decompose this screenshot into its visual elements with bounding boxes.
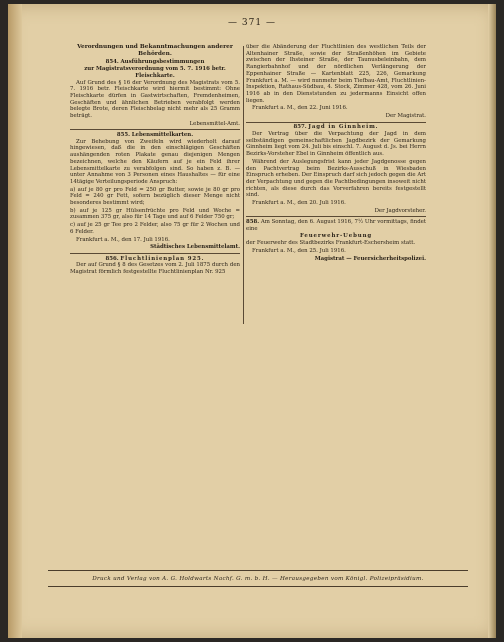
entry-number: 858. bbox=[246, 219, 260, 226]
divider bbox=[70, 253, 240, 254]
entry-number: 857. bbox=[293, 124, 307, 131]
divider bbox=[246, 216, 426, 217]
divider bbox=[246, 122, 426, 123]
entry-signature: Der Magistrat. bbox=[385, 113, 426, 120]
entry-date: Frankfurt a. M., den 22. Juni 1916. bbox=[252, 105, 348, 112]
entry-date: Frankfurt a. M., den 25. Juli 1916. bbox=[252, 247, 346, 254]
footer-rule-top bbox=[48, 570, 468, 571]
entry-body: Der Vertrag über die Verpachtung der Jagd in dem selbständigen gemeinschaftlichen Jagdbezirk der Gemarkung Ginnheim liegt vom 24. Juli bis einschl. 7. August d. Js. bei Herrn Bezirks-Vorsteher Ebel in Ginnheim öffentlich aus. bbox=[246, 131, 426, 158]
entry-body: der Feuerwehr des Stadtbezirks Frankfurt-Eschersheim statt. bbox=[246, 240, 416, 247]
page-number: — 371 — bbox=[228, 18, 276, 28]
entry-lead: Am Sonntag, den 6. August 1916, 7½ Uhr vormittags, findet eine bbox=[246, 219, 427, 232]
entry-body: Der auf Grund § 8 des Gesetzes vom 2. Juli 1875 durch den Magistrat förmlich festgestellte Fluchtlinienplan Nr. 925 bbox=[70, 262, 240, 275]
left-column bbox=[70, 44, 240, 277]
entry-continuation: über die Abänderung der Fluchtlinien des westlichen Teils der Altenhainer Straße, sowie der Straßenhöhen im Gebiete zwischen der Ihsteiner Straße, der Taunusbeleinbahn, dem Rangierbahnhof und der nördlichen Verlängerung der Eppenhainer Straße — Kartenblatt 225, 226, Gemarkung Frankfurt a. M. — wird nunmehr beim Tiefbau-Amt, Fluchtlinien-Inspektion, Rathaus-Südbau, 4. Stock, Zimmer 428, vom 26. Juni 1916 ab in den Dienststunden zu jedermanns Einsicht offen liegen. bbox=[246, 44, 426, 104]
entry-date: Frankfurt a. M., den 17. Juli 1916. bbox=[76, 236, 170, 243]
entry-854 bbox=[70, 59, 240, 127]
entry-855 bbox=[70, 132, 240, 251]
entry-number: 856. bbox=[105, 255, 119, 262]
entry-body-2: Während der Auslegungsfrist kann jeder Jagdgenosse gegen den Pachtvertrag beim Bezirks-Ausschuß in Wiesbaden Einspruch erheben. Der Einspruch darf sich jedoch gegen die Art der Verpachtung und gegen die Pachtbedingungen insoweit nicht richten, als diese durch das Vorverfahren bereits festgestellt sind. bbox=[246, 158, 426, 199]
imprint-footer: Druck und Verlag von A. G. Holdwarts Nachf. G. m. b. H. — Herausgegeben vom Königl. Polizeipräsidium. bbox=[92, 576, 424, 582]
entry-body: Zur Behebung von Zweifeln wird wiederholt darauf hingewiesen, daß die in den einschlägigen Geschäften aushängenden roten Plakate genau diejenigen Mengen bezeichnen, welche den Käufern auf je ein Feld ihrer Lebensmittelkarte zu verabfolgen sind. So haben z. B. — unter Annahme von 3 Personen eines Haushaltes — für eine 14tägige Verteilungsperiode Anspruch: bbox=[70, 138, 240, 185]
footer-rule-bottom bbox=[48, 586, 468, 587]
book-spine-shadow bbox=[8, 4, 22, 638]
section-heading: Verordnungen und Bekanntmachungen anderer Behörden. bbox=[77, 44, 233, 57]
entry-title: Lebensmittelkarten. bbox=[131, 132, 194, 139]
entry-signature: Der Jagdvorsteher. bbox=[374, 207, 426, 214]
column-divider bbox=[243, 46, 244, 324]
entry-item-c: c) auf je 25 gr Tee pro 2 Felder, also 75 gr für 2 Wochen und 6 Felder. bbox=[70, 222, 240, 235]
entry-number: 854. bbox=[105, 59, 119, 66]
entry-date: Frankfurt a. M., den 20. Juli 1916. bbox=[252, 200, 346, 207]
right-column bbox=[246, 44, 426, 262]
entry-title: Feuerwehr-Uebung bbox=[299, 233, 373, 240]
entry-item-a: a) auf je 80 gr pro Feld = 250 gr Butter, sowie je 80 gr pro Feld = 240 gr Fett, sofern bezüglich dieser Menge nicht besonderes bestimmt wird; bbox=[70, 186, 240, 207]
entry-subtitle: zur Magistratsverordnung vom 5. 7. 1916 betr. Fleischkarte. bbox=[84, 66, 226, 79]
entry-856 bbox=[70, 256, 240, 276]
entry-signature: Magistrat — Feuersicherheitspolizei. bbox=[314, 255, 426, 262]
entry-title: Jagd in Ginnheim. bbox=[308, 124, 379, 131]
divider bbox=[70, 129, 240, 130]
page-edge-shadow bbox=[488, 4, 496, 638]
entry-number: 855. bbox=[116, 132, 131, 139]
entry-title: Ausführungsbestimmungen bbox=[120, 59, 205, 66]
entry-item-b: b) auf je 125 gr Hülsenfrüchte pro Feld und Woche = zusammen 375 gr, also für 14 Tage und auf 6 Felder 750 gr; bbox=[70, 207, 240, 221]
entry-858 bbox=[246, 219, 426, 262]
document-page bbox=[8, 4, 496, 638]
entry-signature: Lebensmittel-Amt. bbox=[189, 120, 240, 127]
entry-title: Fluchtlinienplan 925. bbox=[120, 255, 205, 262]
entry-857 bbox=[246, 124, 426, 214]
entry-body: Auf Grund des § 16 der Verordnung des Magistrats vom 5. 7. 1916 betr. Fleischkarte wird hiermit bestimmt: Ohne Fleischkarte dürfen in Gastwirtschaften, Fremdenheimen, Geschäften und ähnlichen Betrieben verabfolgt werden belegte Brote, deren Fleischbelag nicht mehr als 25 Gramm beträgt. bbox=[70, 79, 240, 120]
entry-signature: Städtisches Lebensmittelamt. bbox=[150, 244, 240, 251]
